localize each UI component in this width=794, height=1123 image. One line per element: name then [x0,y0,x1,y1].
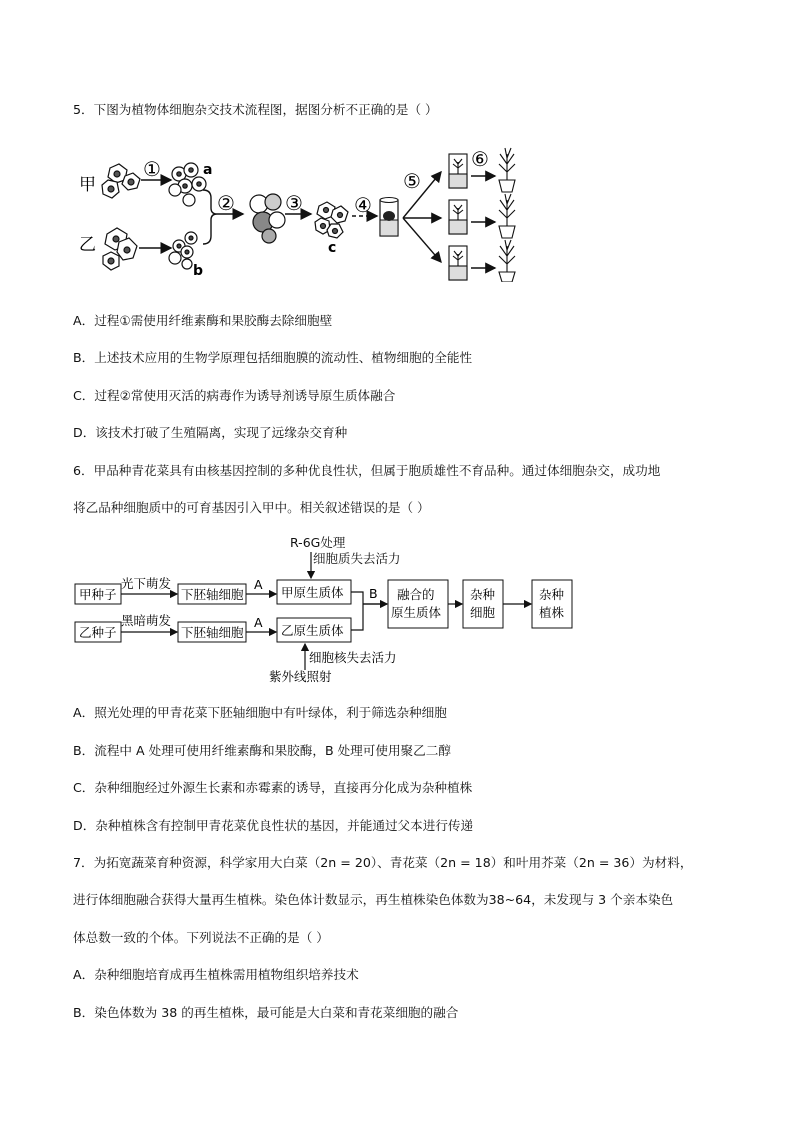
q6-option-d: D．杂种植株含有控制甲青花菜优良性状的基因，并能通过父本进行传递 [73,818,474,833]
text-hybrid-plant-1: 杂种 [539,587,565,602]
text-hybrid-plant-2: 植株 [539,605,565,620]
text-hypo-1: 下胚轴细胞 [181,587,244,602]
step-2: ② [217,191,235,215]
label-B: B [369,586,378,601]
label-jia: 甲 [79,175,96,195]
step-3: ③ [285,191,303,215]
text-hybrid-cell-2: 细胞 [470,605,496,620]
label-r6g: R-6G处理 [290,535,346,550]
label-dark: 黑暗萌发 [121,613,172,628]
bracket [203,190,217,244]
q5-option-a: A．过程①需使用纤维素酶和果胶酶去除细胞壁 [73,313,333,328]
text-proto-yi: 乙原生质体 [281,623,344,638]
q6-stem-line1: 6．甲品种青花菜具有由核基因控制的多种优良性状，但属于胞质雄性不育品种。通过体细胞杂交，成功地 [73,463,661,478]
label-nucleus-inactive: 细胞核失去活力 [309,650,397,665]
text-proto-jia: 甲原生质体 [281,585,344,600]
label-b: b [193,263,204,279]
step-6: ⑥ [471,147,489,171]
q6-option-b: B．流程中 A 处理可使用纤维素酶和果胶酶，B 处理可使用聚乙二醇 [73,743,451,758]
text-fused-2: 原生质体 [391,605,442,620]
q5-stem: 5．下图为植物体细胞杂交技术流程图，据图分析不正确的是（ ） [73,102,438,117]
q5-option-b: B．上述技术应用的生物学原理包括细胞膜的流动性、植物细胞的全能性 [73,350,473,365]
label-A2: A [254,615,263,630]
step-1: ① [143,157,161,181]
q5-diagram [75,142,535,282]
label-uv: 紫外线照射 [269,669,332,684]
fusing-protoplasts [250,194,285,243]
text-seed-yi: 乙种子 [79,625,117,640]
label-yi: 乙 [79,235,96,255]
q6-option-a: A．照光处理的甲青花菜下胚轴细胞中有叶绿体，利于筛选杂种细胞 [73,705,447,720]
label-a: a [203,162,213,178]
potted-plants [499,148,515,282]
callus-tube [380,198,398,237]
label-cytoplasm-inactive: 细胞质失去活力 [313,551,401,566]
cells-yi [103,228,137,270]
q5-option-c: C．过程②常使用灭活的病毒作为诱导剂诱导原生质体融合 [73,388,396,403]
label-A1: A [254,577,263,592]
q7-option-b: B．染色体数为 38 的再生植株，最可能是大白菜和青花菜细胞的融合 [73,1005,459,1020]
q6-stem-line2: 将乙品种细胞质中的可育基因引入甲中。相关叙述错误的是（ ） [73,500,430,515]
q6-option-c: C．杂种细胞经过外源生长素和赤霉素的诱导，直接再分化成为杂种植株 [73,780,473,795]
q7-option-a: A．杂种细胞培育成再生植株需用植物组织培养技术 [73,967,359,982]
label-c: c [328,240,337,256]
q7-stem-line2: 进行体细胞融合获得大量再生植株。染色体计数显示，再生植株染色体数为38~64，未发现与 3 个亲本染色 [73,892,674,907]
text-seed-jia: 甲种子 [79,587,117,602]
q6-diagram [73,534,613,684]
q7-stem-line1: 7．为拓宽蔬菜育种资源，科学家用大白菜（2n = 20）、青花菜（2n = 18）和叶用芥菜（2n = 36）为材料， [73,855,693,870]
label-light: 光下萌发 [121,576,172,591]
step-4: ④ [354,193,372,217]
text-hybrid-cell-1: 杂种 [470,587,496,602]
q7-stem-line3: 体总数一致的个体。下列说法不正确的是（ ） [73,930,329,945]
text-fused-1: 融合的 [397,587,435,602]
step-5: ⑤ [403,169,421,193]
q5-option-d: D．该技术打破了生殖隔离，实现了远缘杂交育种 [73,425,348,440]
text-hypo-2: 下胚轴细胞 [181,625,244,640]
plantlet-tubes [449,154,467,280]
protoplasts-a [169,163,206,206]
cells-jia [102,164,140,198]
hybrid-cells-c [315,202,348,238]
